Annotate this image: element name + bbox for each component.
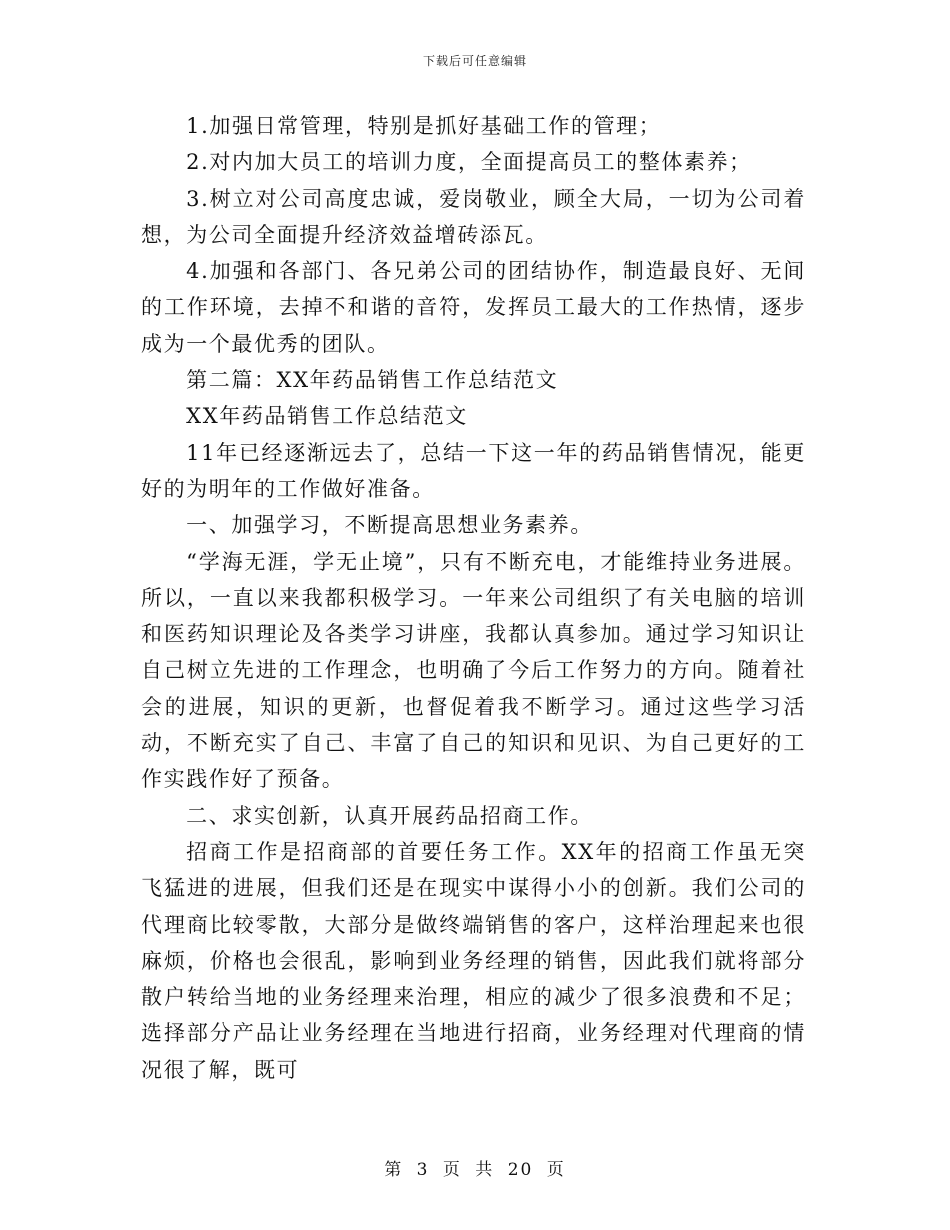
list-item-4: 4.加强和各部门、各兄弟公司的团结协作，制造最良好、无间的工作环境，去掉不和谐的音符，发挥员工最大的工作热情，逐步成为一个最优秀的团队。 xyxy=(141,259,806,356)
page-footer xyxy=(0,1155,950,1180)
list-item-2: 2.对内加大员工的培训力度，全面提高员工的整体素养； xyxy=(186,150,752,175)
list-item-3: 3.树立对公司高度忠诚，爱岗敬业，顾全大局，一切为公司着想，为公司全面提升经济效益增砖添瓦。 xyxy=(141,186,806,247)
footer-prefix: 第 xyxy=(384,1160,404,1180)
subheading-innovation: 二、求实创新，认真开展药品招商工作。 xyxy=(186,803,593,828)
page-header: 下载后可任意编辑 xyxy=(422,54,527,68)
footer-total-prefix: 共 xyxy=(475,1160,495,1180)
learning-paragraph: “学海无涯，学无止境”，只有不断充电，才能维持业务进展。所以，一直以来我都积极学习。一年来公司组织了有关电脑的培训和医药知识理论及各类学习讲座，我都认真参加。通过学习知识让自己树立先进的工作理念，也明确了今后工作努力的方向。随着社会的进展，知识的更新，也督促着我不断学习。通过这些学习活动，不断充实了自己、丰富了自己的知识和见识、为自己更好的工作实践作好了预备。 xyxy=(141,549,806,792)
list-item-1: 1.加强日常管理，特别是抓好基础工作的管理； xyxy=(186,114,662,138)
subheading-learning: 一、加强学习，不断提高思想业务素养。 xyxy=(186,513,593,538)
intro-paragraph: 11年已经逐渐远去了，总结一下这一年的药品销售情况，能更好的为明年的工作做好准备。 xyxy=(141,440,806,501)
total-pages-number: 20 xyxy=(507,1160,534,1180)
footer-page-label: 页 xyxy=(442,1160,462,1180)
document-body xyxy=(141,108,806,1088)
section-heading: 第二篇：XX年药品销售工作总结范文 xyxy=(186,368,559,393)
article-title: XX年药品销售工作总结范文 xyxy=(186,404,468,429)
footer-total-label: 页 xyxy=(546,1160,566,1180)
investment-paragraph: 招商工作是招商部的首要任务工作。XX年的招商工作虽无突飞猛进的进展，但我们还是在现实中谋得小小的创新。我们公司的代理商比较零散，大部分是做终端销售的客户，这样治理起来也很麻烦，价格也会很乱，影响到业务经理的销售，因此我们就将部分散户转给当地的业务经理来治理，相应的减少了很多浪费和不足；选择部分产品让业务经理在当地进行招商，业务经理对代理商的情况很了解，既可 xyxy=(141,839,806,1082)
current-page-number: 3 xyxy=(416,1160,430,1180)
